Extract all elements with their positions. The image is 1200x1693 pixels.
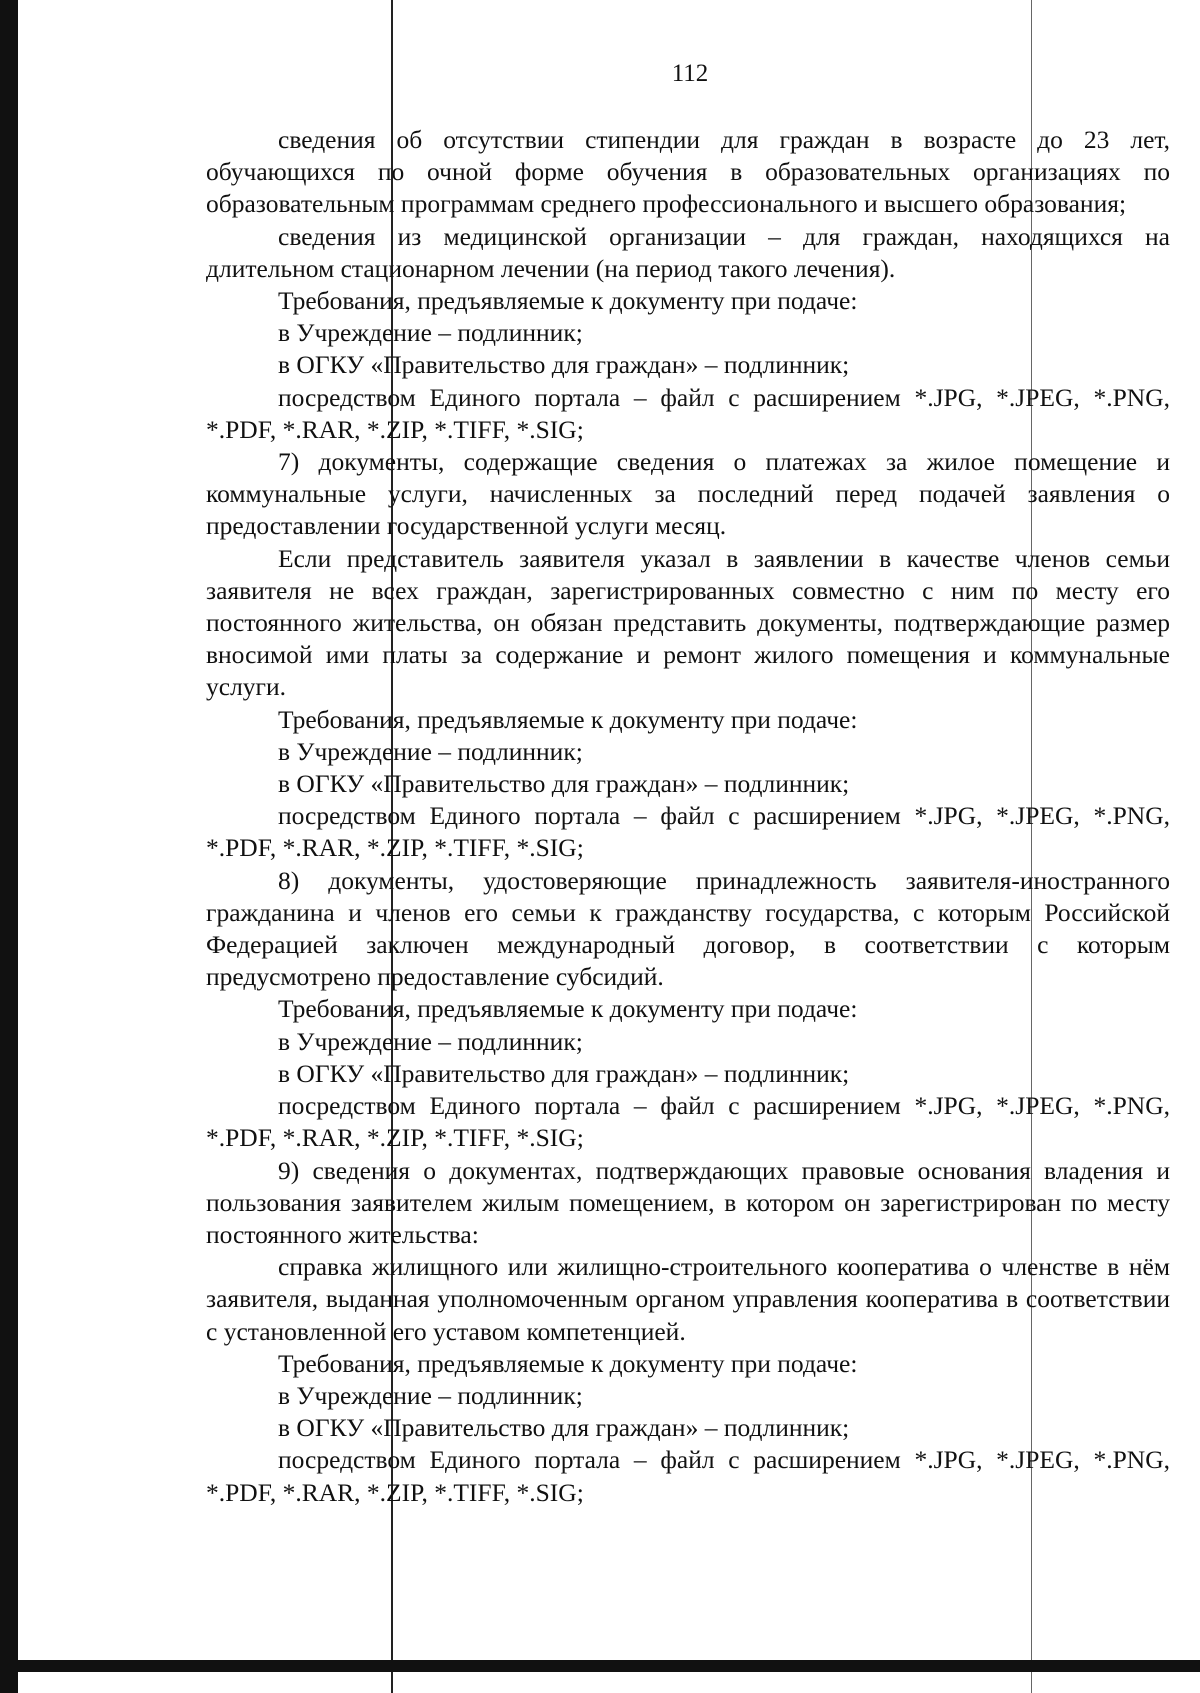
document-body bbox=[206, 124, 1170, 1509]
paragraph: в ОГКУ «Правительство для граждан» – подлинник; bbox=[278, 1413, 850, 1443]
paragraph: 7) документы, содержащие сведения о платежах за жилое помещение и коммунальные услуги, начисленных за последний перед подачей заявления о предоставлении государственной услуги месяц. bbox=[206, 447, 1170, 541]
paragraph: Требования, предъявляемые к документу при подаче: bbox=[278, 994, 858, 1024]
paragraph: в Учреждение – подлинник; bbox=[278, 318, 583, 348]
scan-edge-bottom bbox=[0, 1660, 1200, 1672]
paragraph: сведения из медицинской организации – для граждан, находящихся на длительном стационарном лечении (на период такого лечения). bbox=[206, 221, 1170, 283]
paragraph: сведения об отсутствии стипендии для граждан в возрасте до 23 лет, обучающихся по очной форме обучения в образовательных организациях по образовательным программам среднего профессионального и высшего образования; bbox=[206, 125, 1170, 219]
paragraph: в Учреждение – подлинник; bbox=[278, 1026, 583, 1056]
paragraph: в Учреждение – подлинник; bbox=[278, 1380, 583, 1410]
paragraph: 8) документы, удостоверяющие принадлежность заявителя-иностранного гражданина и членов его семьи к гражданству государства, с которым Российской Федерацией заключен международный договор, в соответствии с которым предусмотрено предоставление субсидий. bbox=[206, 865, 1170, 992]
paragraph: Требования, предъявляемые к документу при подаче: bbox=[278, 704, 858, 734]
scan-edge-left bbox=[0, 0, 18, 1693]
paragraph: посредством Единого портала – файл с расширением *.JPG, *.JPEG, *.PNG, *.PDF, *.RAR, *.ZIP, *.TIFF, *.SIG; bbox=[206, 1091, 1170, 1153]
paragraph: Требования, предъявляемые к документу при подаче: bbox=[278, 1348, 858, 1378]
paragraph: 9) сведения о документах, подтверждающих правовые основания владения и пользования заявителем жилым помещением, в котором он зарегистрирован по месту постоянного жительства: bbox=[206, 1155, 1170, 1249]
paragraph: посредством Единого портала – файл с расширением *.JPG, *.JPEG, *.PNG, *.PDF, *.RAR, *.ZIP, *.TIFF, *.SIG; bbox=[206, 801, 1170, 863]
paragraph: Если представитель заявителя указал в заявлении в качестве членов семьи заявителя не всех граждан, зарегистрированных совместно с ним по месту его постоянного жительства, он обязан представить документы, подтверждающие размер вносимой ими платы за содержание и ремонт жилого помещения и коммунальные услуги. bbox=[206, 543, 1170, 702]
paragraph: посредством Единого портала – файл с расширением *.JPG, *.JPEG, *.PNG, *.PDF, *.RAR, *.ZIP, *.TIFF, *.SIG; bbox=[206, 1445, 1170, 1507]
paragraph: Требования, предъявляемые к документу при подаче: bbox=[278, 286, 858, 316]
paragraph: в Учреждение – подлинник; bbox=[278, 736, 583, 766]
paragraph: в ОГКУ «Правительство для граждан» – подлинник; bbox=[278, 769, 850, 799]
page-number: 112 bbox=[671, 60, 709, 87]
paragraph: в ОГКУ «Правительство для граждан» – подлинник; bbox=[278, 350, 850, 380]
paragraph: в ОГКУ «Правительство для граждан» – подлинник; bbox=[278, 1058, 850, 1088]
paragraph: справка жилищного или жилищно-строительного кооператива о членстве в нём заявителя, выданная уполномоченным органом управления кооператива в соответствии с установленной его уставом компетенцией. bbox=[206, 1252, 1170, 1346]
paragraph: посредством Единого портала – файл с расширением *.JPG, *.JPEG, *.PNG, *.PDF, *.RAR, *.ZIP, *.TIFF, *.SIG; bbox=[206, 382, 1170, 444]
